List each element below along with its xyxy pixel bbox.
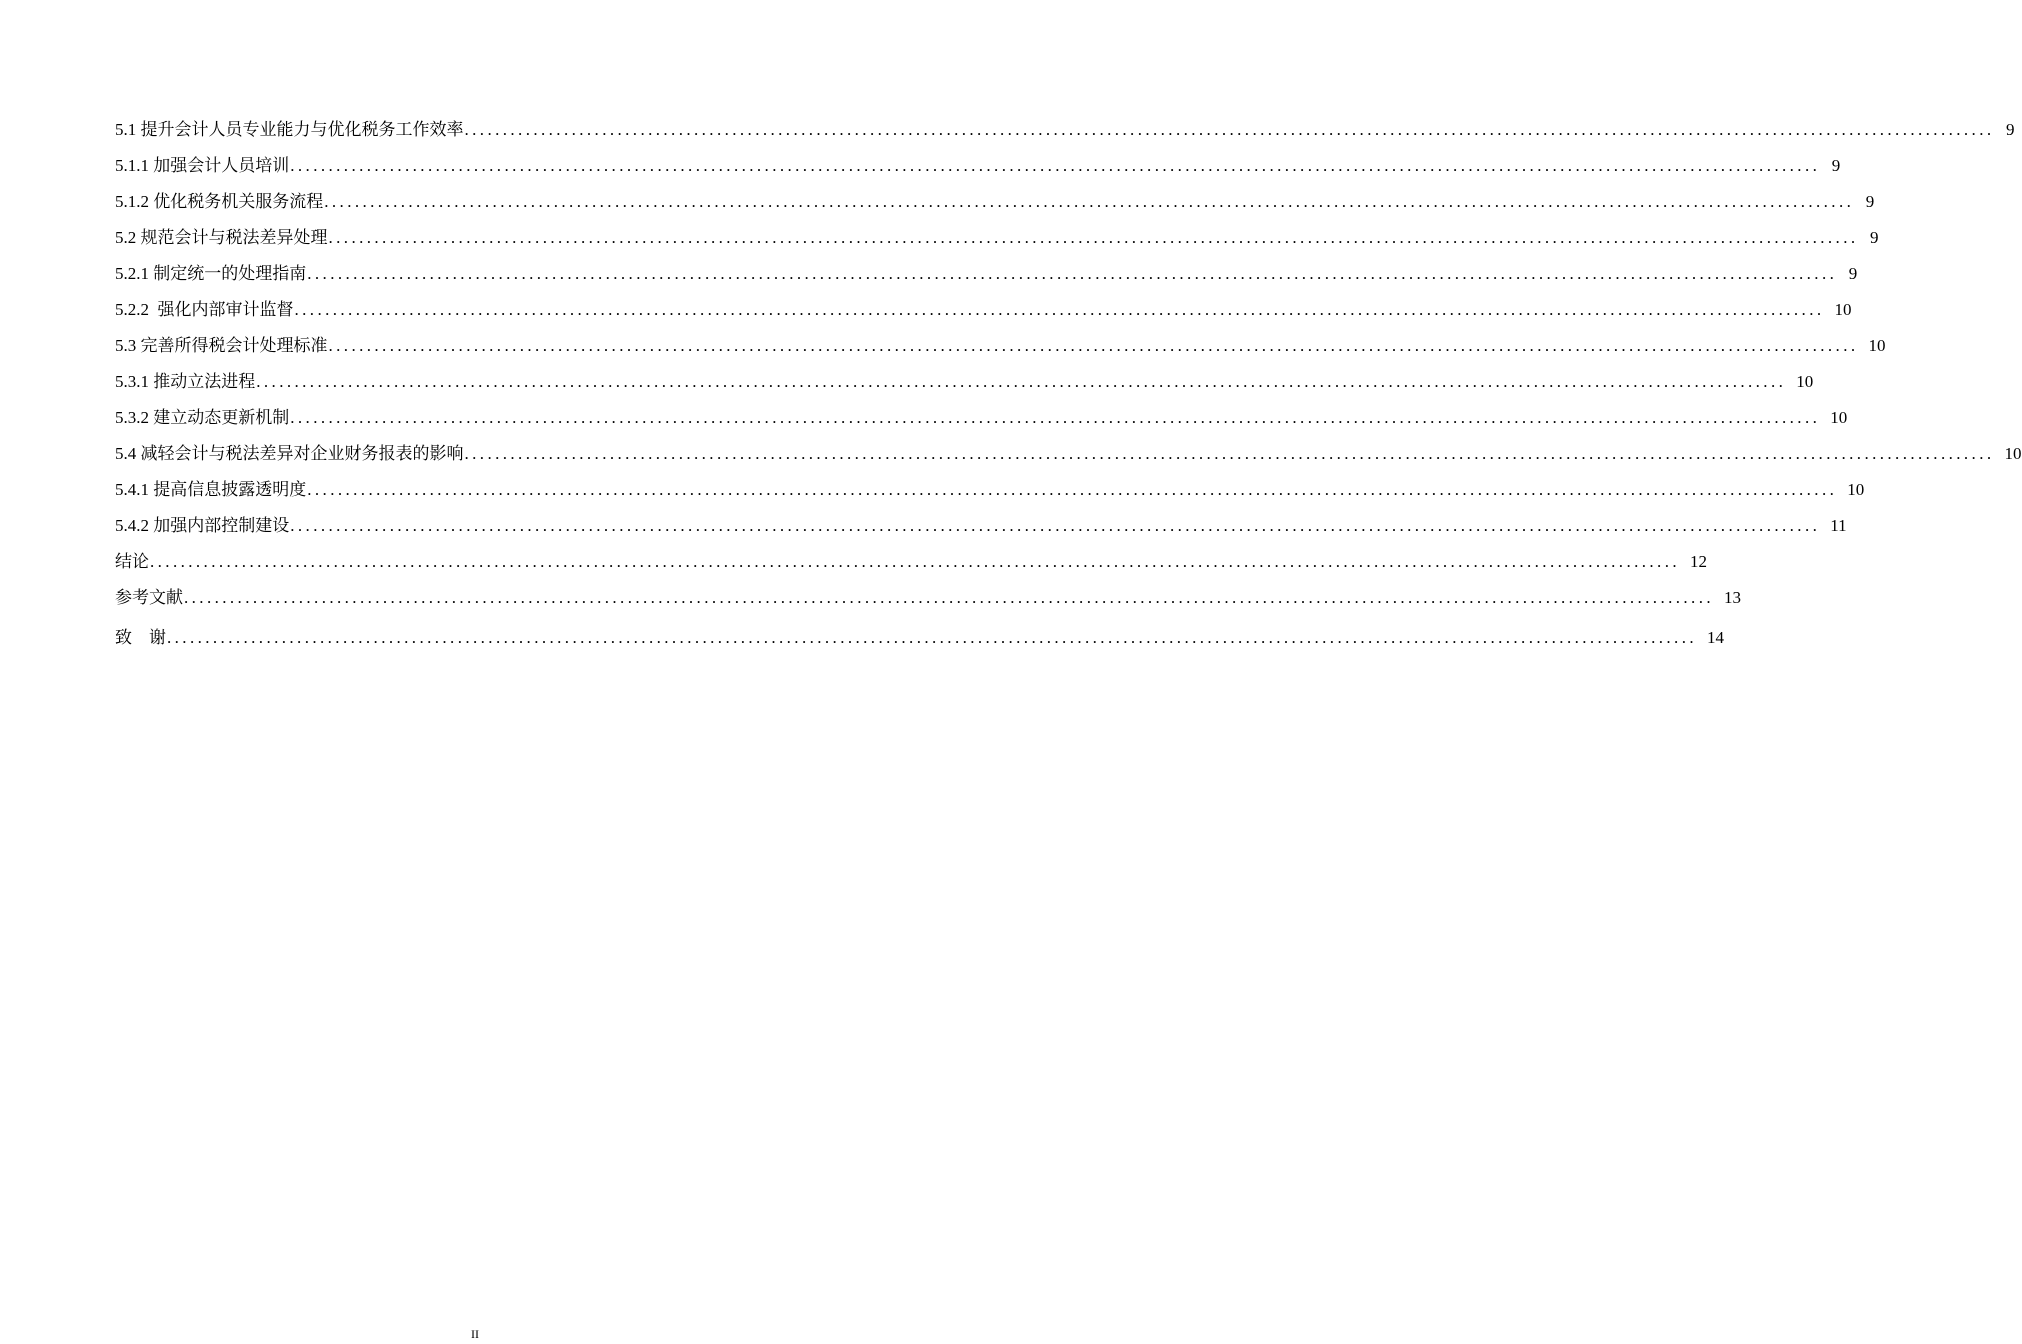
toc-dot-leader: ........................................................................................................................................................................................................ xyxy=(290,408,1821,427)
toc-dot-leader: ........................................................................................................................................................................................................ xyxy=(290,516,1821,535)
toc-entry-page: 9 xyxy=(1831,156,1841,175)
toc-entry[interactable] xyxy=(115,292,1852,328)
toc-dot-leader: ........................................................................................................................................................................................................ xyxy=(167,628,1697,647)
toc-dot-leader: ........................................................................................................................................................................................................ xyxy=(256,372,1787,391)
toc-entry[interactable] xyxy=(115,328,1886,364)
toc-dot-leader: ........................................................................................................................................................................................................ xyxy=(150,552,1680,571)
toc-entry[interactable] xyxy=(115,364,1814,400)
toc-entry[interactable] xyxy=(115,544,1707,580)
toc-dot-leader: ........................................................................................................................................................................................................ xyxy=(307,264,1838,283)
toc-entry-page: 9 xyxy=(2006,120,2015,139)
table-of-contents xyxy=(115,112,2022,656)
toc-entry-title: 参考文献 xyxy=(115,588,183,607)
toc-entry-title: 5.1.1 加强会计人员培训 xyxy=(115,156,290,175)
toc-entry-title: 结论 xyxy=(115,552,149,571)
toc-entry[interactable] xyxy=(115,148,1841,184)
toc-entry[interactable] xyxy=(115,400,1848,436)
toc-entry-page: 10 xyxy=(1847,480,1865,499)
toc-entry-title: 5.4.1 提高信息披露透明度 xyxy=(115,480,307,499)
toc-entry-page: 14 xyxy=(1707,628,1724,647)
toc-entry-page: 10 xyxy=(2004,444,2022,463)
toc-dot-leader: ........................................................................................................................................................................................................ xyxy=(464,444,1995,463)
toc-dot-leader: ........................................................................................................................................................................................................ xyxy=(307,480,1838,499)
toc-entry-title: 5.1 提升会计人员专业能力与优化税务工作效率 xyxy=(115,120,464,139)
toc-entry[interactable] xyxy=(115,184,1875,220)
toc-entry-title: 5.4.2 加强内部控制建设 xyxy=(115,516,290,535)
toc-entry-title: 5.3.1 推动立法进程 xyxy=(115,372,256,391)
toc-entry[interactable] xyxy=(115,508,1847,544)
toc-dot-leader: ........................................................................................................................................................................................................ xyxy=(328,228,1859,247)
toc-entry-page: 9 xyxy=(1865,192,1875,211)
toc-dot-leader: ........................................................................................................................................................................................................ xyxy=(464,120,1995,139)
toc-entry[interactable] xyxy=(115,616,1724,656)
toc-entry-title: 5.1.2 优化税务机关服务流程 xyxy=(115,192,324,211)
toc-entry[interactable] xyxy=(115,580,1741,616)
toc-entry-title: 5.2.2 强化内部审计监督 xyxy=(115,300,294,319)
toc-entry[interactable] xyxy=(115,436,2022,472)
toc-entry[interactable] xyxy=(115,472,1865,508)
toc-entry-page: 9 xyxy=(1848,264,1858,283)
toc-entry-page: 10 xyxy=(1796,372,1814,391)
toc-dot-leader: ........................................................................................................................................................................................................ xyxy=(184,588,1714,607)
toc-entry-page: 11 xyxy=(1830,516,1847,535)
toc-entry-page: 12 xyxy=(1690,552,1707,571)
toc-entry-page: 10 xyxy=(1830,408,1848,427)
toc-entry-title: 5.2.1 制定统一的处理指南 xyxy=(115,264,307,283)
toc-dot-leader: ........................................................................................................................................................................................................ xyxy=(324,192,1855,211)
toc-entry-title: 5.3 完善所得税会计处理标准 xyxy=(115,336,328,355)
toc-entry-page: 10 xyxy=(1834,300,1852,319)
toc-entry-title: 致 谢 xyxy=(115,628,166,647)
toc-entry-title: 5.3.2 建立动态更新机制 xyxy=(115,408,290,427)
toc-dot-leader: ........................................................................................................................................................................................................ xyxy=(294,300,1825,319)
toc-entry-page: 10 xyxy=(1868,336,1886,355)
toc-entry[interactable] xyxy=(115,256,1858,292)
page-number: II xyxy=(471,1327,479,1341)
toc-entry-page: 13 xyxy=(1724,588,1741,607)
toc-entry-title: 5.2 规范会计与税法差异处理 xyxy=(115,228,328,247)
toc-dot-leader: ........................................................................................................................................................................................................ xyxy=(328,336,1859,355)
toc-entry-page: 9 xyxy=(1870,228,1879,247)
toc-dot-leader: ........................................................................................................................................................................................................ xyxy=(290,156,1821,175)
toc-entry[interactable] xyxy=(115,112,2015,148)
toc-entry-title: 5.4 减轻会计与税法差异对企业财务报表的影响 xyxy=(115,444,464,463)
page-footer xyxy=(0,1326,950,1342)
toc-entry[interactable] xyxy=(115,220,1879,256)
